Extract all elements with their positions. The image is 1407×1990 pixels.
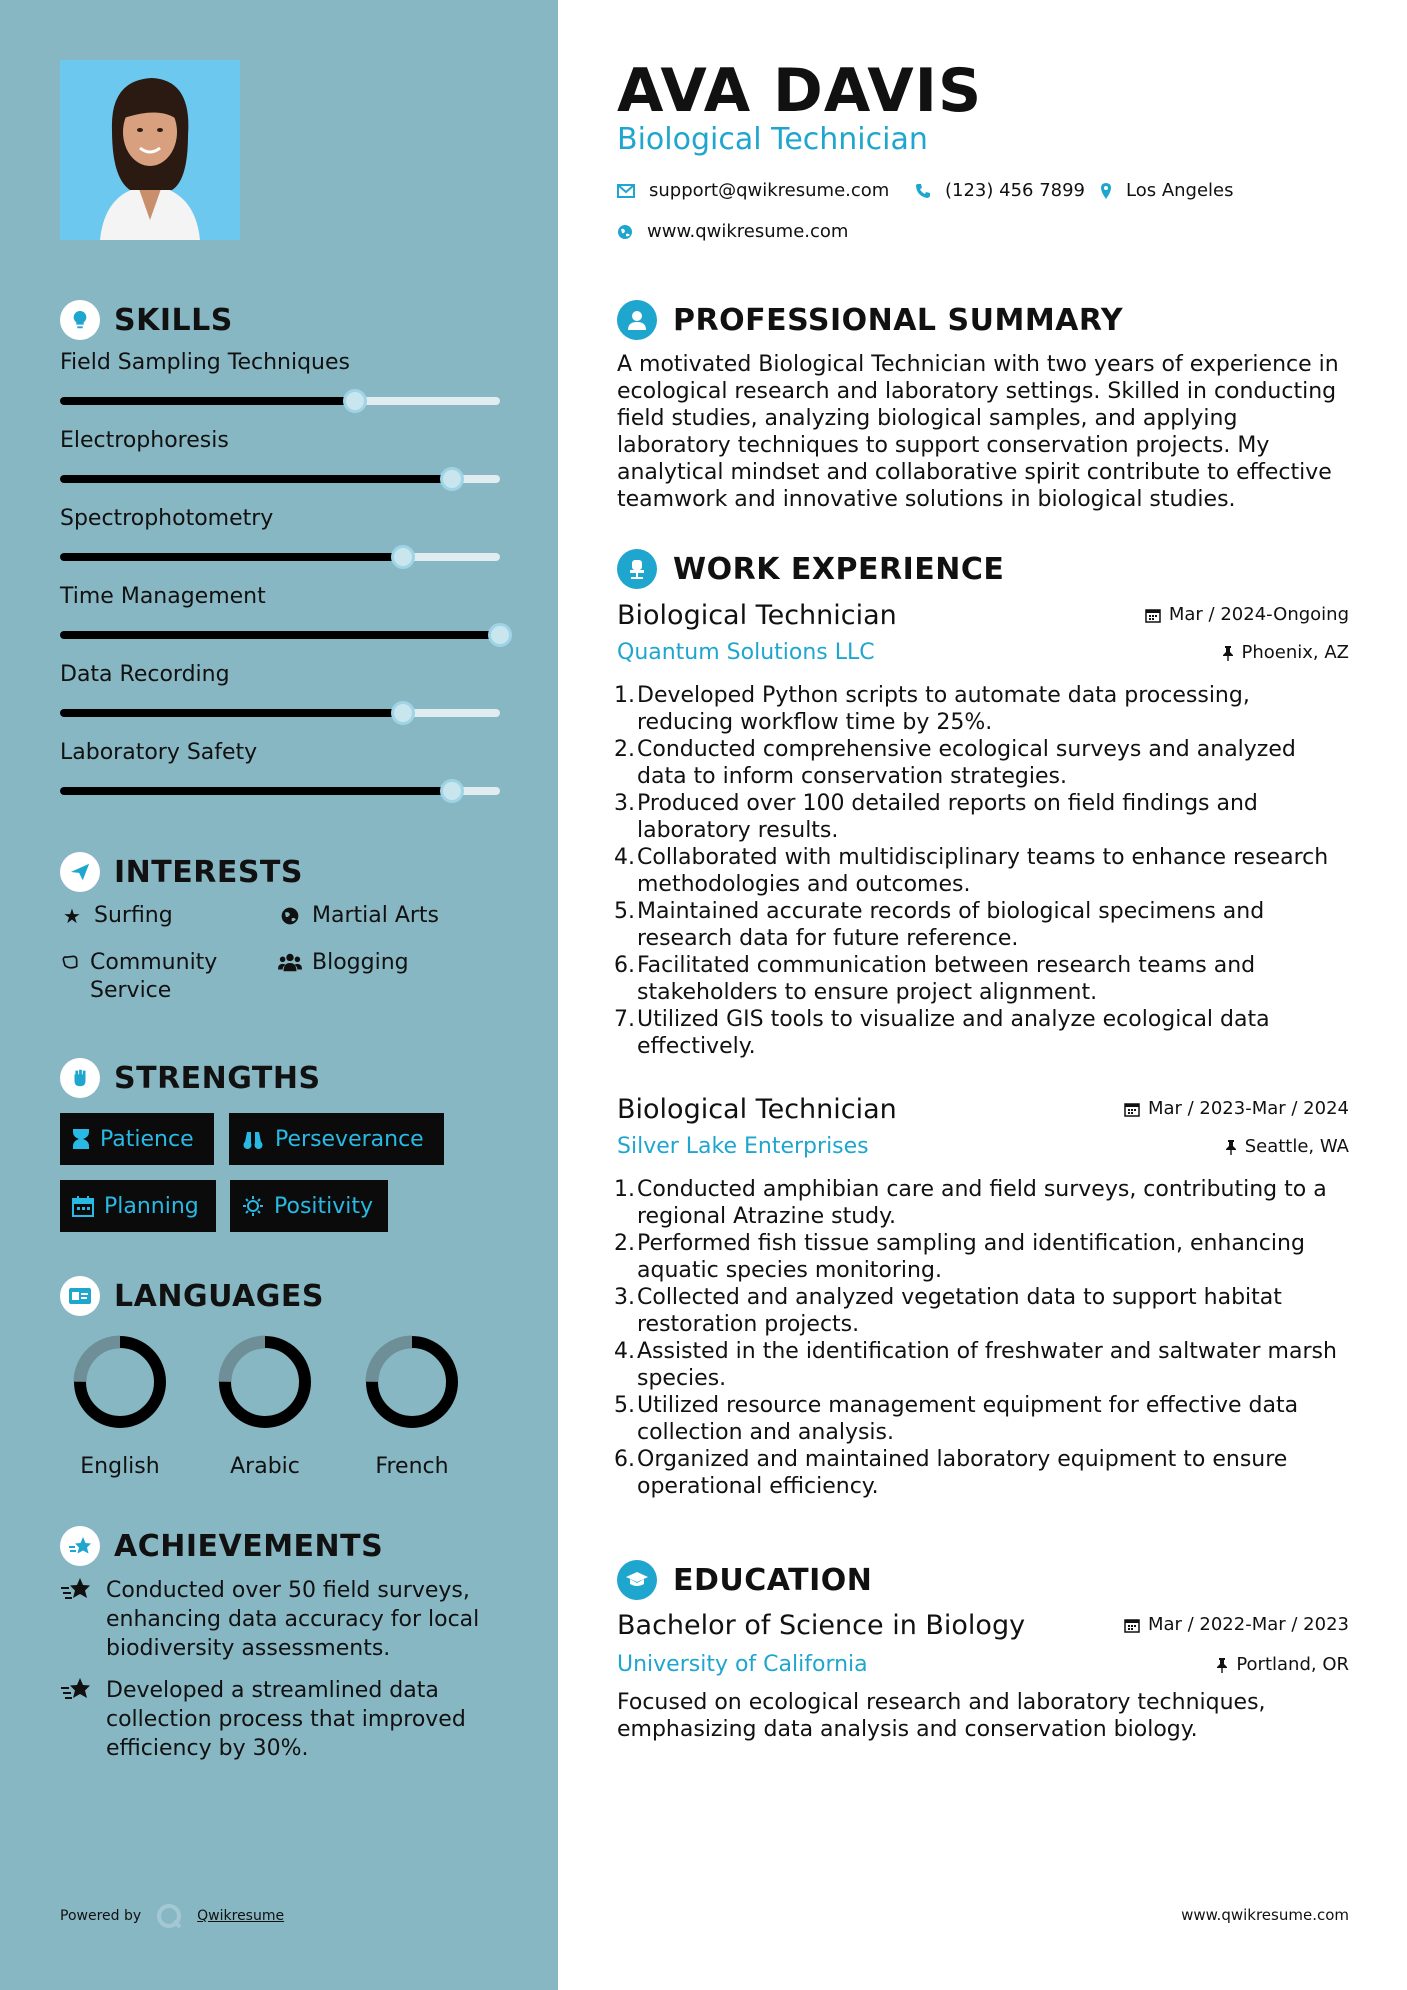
achievement-item: Developed a streamlined data collection process that improved efficiency by 30%.	[60, 1676, 500, 1763]
job-location: Phoenix, AZ	[1222, 642, 1350, 663]
skill-name: Spectrophotometry	[60, 506, 274, 531]
interest-item-surfing: ★ Surfing	[60, 902, 173, 930]
bullet-number: 3.	[614, 791, 635, 816]
lightbulb-icon	[60, 300, 100, 340]
profile-photo	[60, 60, 240, 240]
summary-text: A motivated Biological Technician with two years of experience in ecological research and laboratory settings. Skilled in conducting field studies, analyzing biological samples, and applying laboratory techniques to support conservation projects. My analytical mindset and collaborative spirit contribute to effective teamwork and innovative solutions in biological studies.	[617, 352, 1339, 512]
job-bullet: 6. Organized and maintained laboratory equipment to ensure operational efficiency.	[610, 1446, 1350, 1500]
user-icon	[617, 300, 657, 340]
education-location: Portland, OR	[1216, 1654, 1349, 1675]
pushpin-icon	[1222, 645, 1234, 661]
interest-item-community-service: Community Service	[60, 949, 250, 1005]
qwikresume-link[interactable]: Qwikresume	[197, 1908, 285, 1924]
skill-bar	[60, 553, 500, 561]
bullet-number: 2.	[614, 1231, 635, 1256]
skill-bar	[60, 397, 500, 405]
achievement-item: Conducted over 50 field surveys, enhancing data accuracy for local biodiversity assessments.	[60, 1576, 500, 1663]
bullet-number: 2.	[614, 737, 635, 762]
education-degree: Bachelor of Science in Biology	[617, 1610, 1026, 1641]
skill-bar	[60, 631, 500, 639]
language-name: Arabic	[230, 1454, 300, 1479]
education-description: Focused on ecological research and laboratory techniques, emphasizing data analysis and conservation biology.	[617, 1690, 1266, 1742]
skill-name: Laboratory Safety	[60, 740, 258, 765]
education-date: Mar / 2022-Mar / 2023	[1124, 1614, 1349, 1635]
job-bullet: 7. Utilized GIS tools to visualize and analyze ecological data effectively.	[610, 1006, 1350, 1060]
skill-bar-knob	[394, 548, 412, 566]
bullet-number: 3.	[614, 1285, 635, 1310]
bullet-number: 4.	[614, 845, 635, 870]
job-company: Silver Lake Enterprises	[617, 1134, 869, 1159]
job-bullet: 3. Produced over 100 detailed reports on field findings and laboratory results.	[610, 790, 1350, 844]
website-link[interactable]: www.qwikresume.com	[647, 221, 849, 242]
fist-icon	[60, 1058, 100, 1098]
job-bullet: 5. Maintained accurate records of biological specimens and research data for future reference.	[610, 898, 1350, 952]
language-item	[352, 1332, 472, 1479]
skill-name: Time Management	[60, 584, 266, 609]
hand-icon	[60, 949, 80, 980]
phone-link[interactable]: (123) 456 7899	[945, 180, 1086, 201]
job-bullet: 4. Collaborated with multidisciplinary teams to enhance research methodologies and outcomes.	[610, 844, 1350, 898]
pushpin-icon	[1216, 1657, 1228, 1673]
envelope-icon	[617, 184, 635, 198]
skill-bar-knob	[443, 782, 461, 800]
job-bullet: 3. Collected and analyzed vegetation data to support habitat restoration projects.	[610, 1284, 1350, 1338]
job-bullet: 2. Performed fish tissue sampling and identification, enhancing aquatic species monitoring.	[610, 1230, 1350, 1284]
email-link[interactable]: support@qwikresume.com	[649, 180, 890, 201]
footer-website-link[interactable]: www.qwikresume.com	[1181, 1906, 1349, 1924]
shooting-star-icon	[60, 1676, 94, 1763]
achievements-heading-text: ACHIEVEMENTS	[114, 1528, 384, 1564]
skill-bar-knob	[491, 626, 509, 644]
strength-chip-perseverance: Perseverance	[229, 1113, 444, 1165]
star-icon: ★	[63, 904, 81, 928]
map-pin-icon	[1100, 182, 1112, 200]
skill-bar	[60, 709, 500, 717]
binoculars-icon	[241, 1129, 265, 1149]
shooting-star-icon	[60, 1526, 100, 1566]
language-item	[205, 1332, 325, 1479]
job-bullet: 1. Developed Python scripts to automate data processing, reducing workflow time by 25%.	[610, 682, 1350, 736]
skill-name: Data Recording	[60, 662, 230, 687]
job-location: Seattle, WA	[1225, 1136, 1349, 1157]
languages-heading	[60, 1276, 324, 1316]
job-bullets	[610, 682, 1350, 1060]
job-bullet: 1. Conducted amphibian care and field surveys, contributing to a regional Atrazine study.	[610, 1176, 1350, 1230]
bullet-number: 7.	[614, 1007, 635, 1032]
bullet-number: 6.	[614, 953, 635, 978]
contact-phone	[915, 180, 1085, 201]
job-title: Biological Technician	[617, 1094, 897, 1125]
strengths-heading	[60, 1058, 321, 1098]
contact-website	[617, 221, 848, 242]
bullet-number: 6.	[614, 1447, 635, 1472]
summary-heading: PROFESSIONAL SUMMARY	[617, 300, 1123, 340]
skill-item	[60, 584, 500, 639]
strength-chip-planning: Planning	[60, 1180, 216, 1232]
skill-bar-knob	[443, 470, 461, 488]
pushpin-icon	[1225, 1139, 1237, 1155]
job-date: Mar / 2023-Mar / 2024	[1124, 1098, 1349, 1119]
calendar-icon	[1145, 607, 1161, 623]
job-bullet: 6. Facilitated communication between research teams and stakeholders to ensure project alignment.	[610, 952, 1350, 1006]
education-heading: EDUCATION	[617, 1560, 872, 1600]
strength-chip-positivity: Positivity	[230, 1180, 388, 1232]
skill-bar-fill	[60, 787, 452, 795]
skill-bar	[60, 787, 500, 795]
job-bullet: 2. Conducted comprehensive ecological surveys and analyzed data to inform conservation strategies.	[610, 736, 1350, 790]
bullet-number: 1.	[614, 683, 635, 708]
skill-item	[60, 662, 500, 717]
skills-heading-text: SKILLS	[114, 302, 233, 338]
sidebar	[0, 0, 558, 1990]
job-date: Mar / 2024-Ongoing	[1145, 604, 1349, 625]
bullet-number: 5.	[614, 899, 635, 924]
skill-name: Field Sampling Techniques	[60, 350, 350, 375]
skill-bar-fill	[60, 397, 355, 405]
language-name: English	[80, 1454, 160, 1479]
users-icon	[278, 949, 302, 981]
contact-email	[617, 180, 889, 201]
phone-icon	[915, 183, 931, 199]
qwikresume-logo-icon	[155, 1902, 183, 1930]
language-ring	[215, 1332, 315, 1432]
interests-heading	[60, 852, 303, 892]
calendar-icon	[1124, 1617, 1140, 1633]
skill-bar	[60, 475, 500, 483]
language-name: French	[375, 1454, 449, 1479]
skill-name: Electrophoresis	[60, 428, 229, 453]
languages-heading-text: LANGUAGES	[114, 1278, 324, 1314]
candidate-title: Biological Technician	[617, 122, 928, 157]
skill-bar-knob	[346, 392, 364, 410]
language-ring	[70, 1332, 170, 1432]
contact-location: Los Angeles	[1100, 180, 1234, 201]
sun-icon	[242, 1195, 264, 1217]
graduation-cap-icon	[617, 1560, 657, 1600]
language-item	[60, 1332, 180, 1479]
globe-icon	[617, 224, 633, 240]
skill-bar-fill	[60, 709, 403, 717]
skill-bar-knob	[394, 704, 412, 722]
paper-plane-icon	[60, 852, 100, 892]
strength-chip-patience: Patience	[60, 1113, 214, 1165]
interest-item-blogging: Blogging	[278, 949, 409, 981]
job-title: Biological Technician	[617, 600, 897, 631]
language-ring	[362, 1332, 462, 1432]
powered-by: Powered by Qwikresume	[60, 1902, 284, 1930]
skill-bar-fill	[60, 475, 452, 483]
strengths-heading-text: STRENGTHS	[114, 1060, 321, 1096]
hourglass-icon	[72, 1128, 90, 1150]
skill-bar-fill	[60, 631, 500, 639]
skill-item	[60, 506, 500, 561]
achievements-heading	[60, 1526, 383, 1566]
skill-item	[60, 350, 500, 405]
office-chair-icon	[617, 549, 657, 589]
interest-item-martial-arts: Martial Arts	[278, 902, 439, 933]
skill-item	[60, 428, 500, 483]
bullet-number: 1.	[614, 1177, 635, 1202]
skill-bar-fill	[60, 553, 403, 561]
skills-heading	[60, 300, 233, 340]
experience-heading: WORK EXPERIENCE	[617, 549, 1004, 589]
calendar-icon	[72, 1195, 94, 1217]
calendar-icon	[1124, 1101, 1140, 1117]
interests-heading-text: INTERESTS	[114, 854, 303, 890]
job-bullets	[610, 1176, 1350, 1500]
bullet-number: 5.	[614, 1393, 635, 1418]
job-company: Quantum Solutions LLC	[617, 640, 875, 665]
candidate-name: AVA DAVIS	[617, 56, 983, 126]
skill-item	[60, 740, 500, 795]
education-school: University of California	[617, 1652, 868, 1677]
job-bullet: 5. Utilized resource management equipment for effective data collection and analysis.	[610, 1392, 1350, 1446]
globe-icon	[278, 902, 302, 933]
job-bullet: 4. Assisted in the identification of freshwater and saltwater marsh species.	[610, 1338, 1350, 1392]
shooting-star-icon	[60, 1576, 94, 1663]
id-card-icon	[60, 1276, 100, 1316]
bullet-number: 4.	[614, 1339, 635, 1364]
